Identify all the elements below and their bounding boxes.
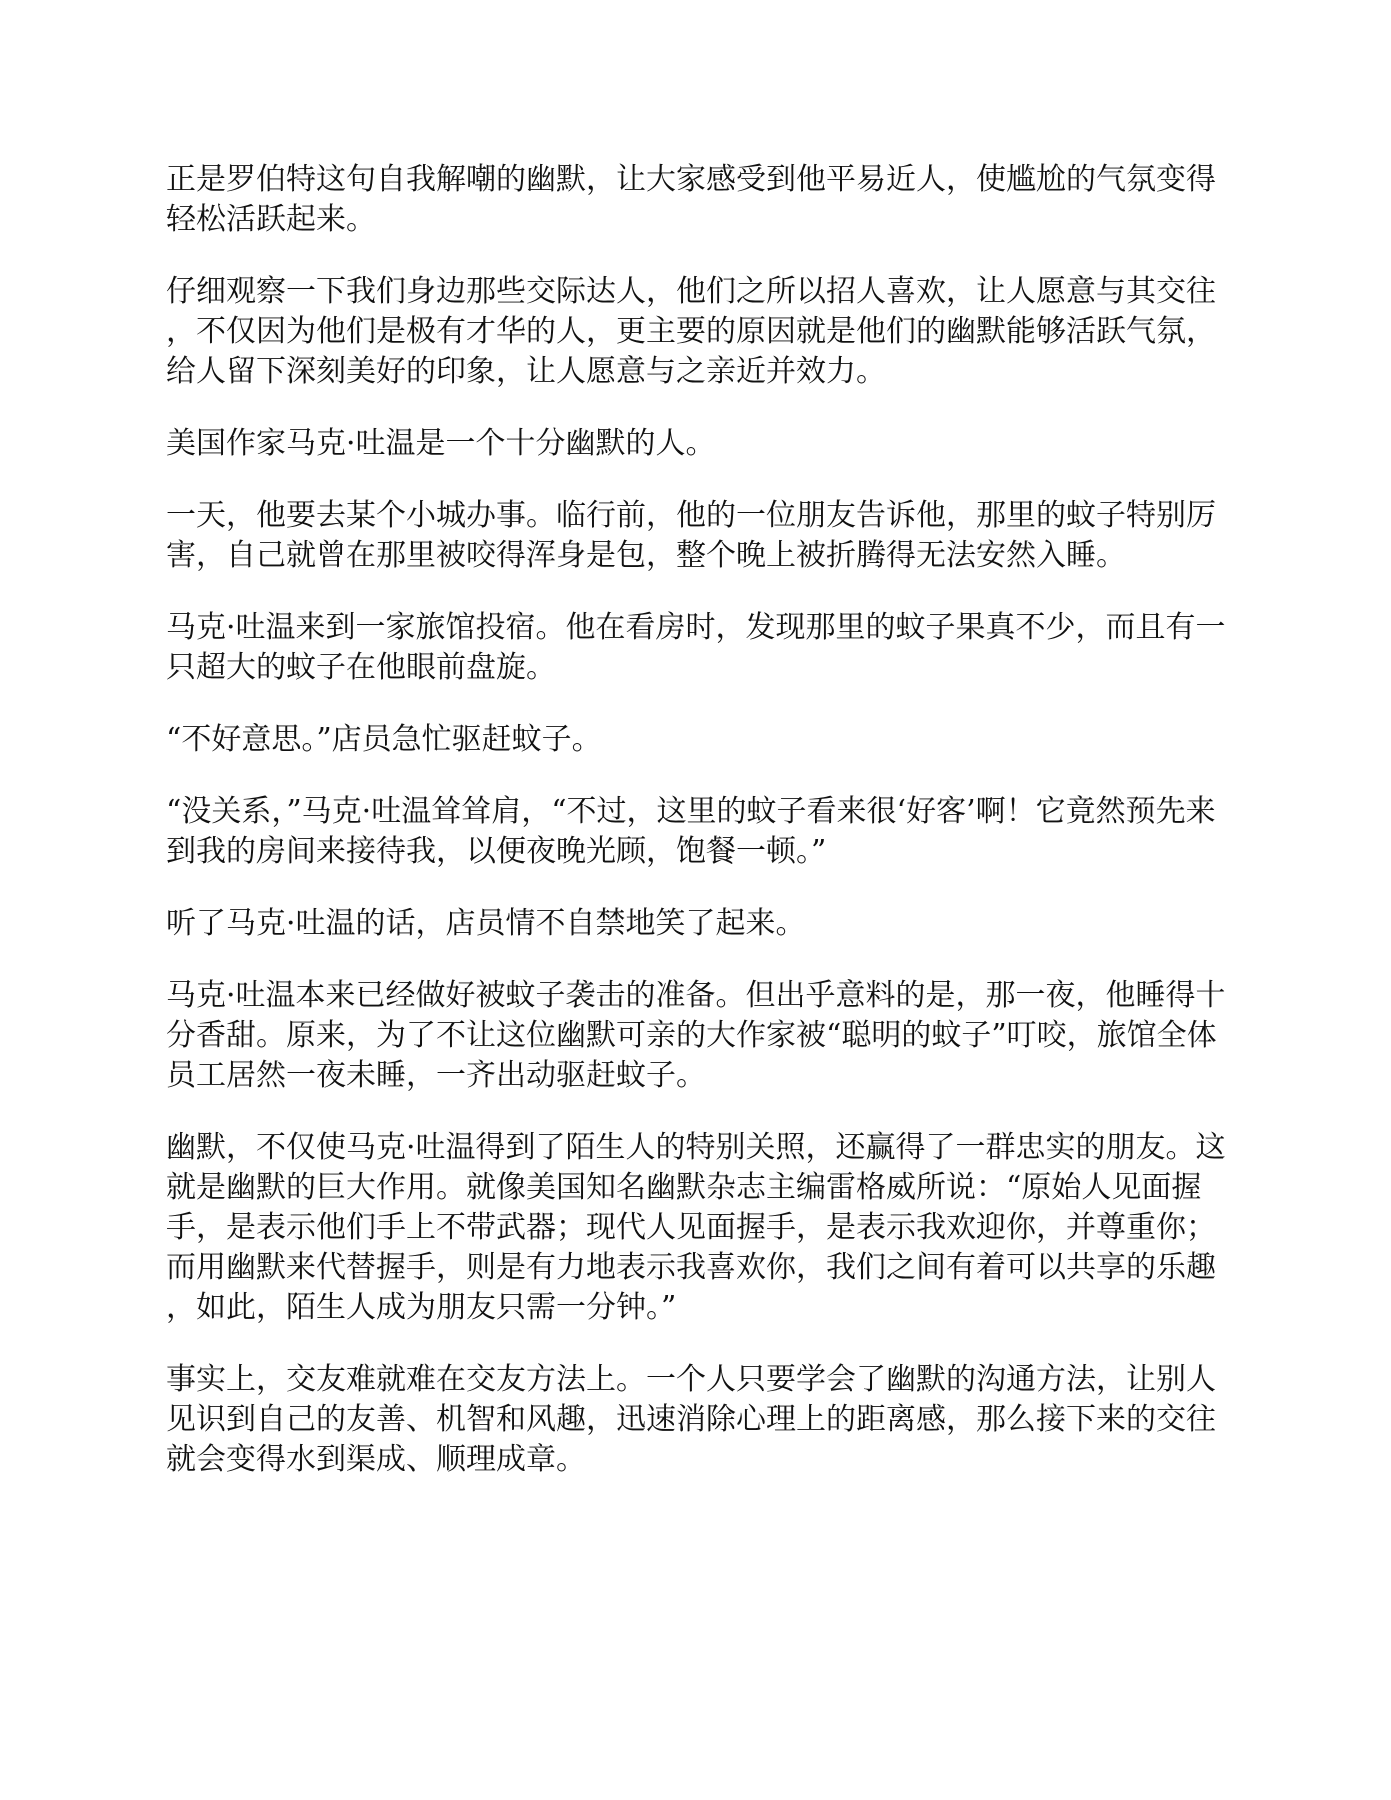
paragraph: “不好意思。”店员急忙驱赶蚊子。	[166, 722, 602, 757]
paragraph: 马克·吐温来到一家旅馆投宿。他在看房时，发现那里的蚊子果真不少，而且有一只超大的蚊子在他眼前盘旋。	[166, 610, 1226, 685]
paragraph: 正是罗伯特这句自我解嘲的幽默，让大家感受到他平易近人，使尴尬的气氛变得轻松活跃起来。	[166, 162, 1216, 237]
document-body	[166, 160, 1226, 1512]
paragraph: “没关系，”马克·吐温耸耸肩，“不过，这里的蚊子看来很‘好客’啊！它竟然预先来到我的房间来接待我，以便夜晚光顾，饱餐一顿。”	[166, 794, 1216, 869]
paragraph: 美国作家马克·吐温是一个十分幽默的人。	[166, 426, 716, 461]
paragraph: 仔细观察一下我们身边那些交际达人，他们之所以招人喜欢，让人愿意与其交往，不仅因为他们是极有才华的人，更主要的原因就是他们的幽默能够活跃气氛，给人留下深刻美好的印象，让人愿意与之亲近并效力。	[166, 274, 1216, 389]
paragraph: 事实上，交友难就难在交友方法上。一个人只要学会了幽默的沟通方法，让别人见识到自己的友善、机智和风趣，迅速消除心理上的距离感，那么接下来的交往就会变得水到渠成、顺理成章。	[166, 1362, 1216, 1477]
paragraph: 一天，他要去某个小城办事。临行前，他的一位朋友告诉他，那里的蚊子特别厉害，自己就曾在那里被咬得浑身是包，整个晚上被折腾得无法安然入睡。	[166, 498, 1216, 573]
paragraph: 幽默，不仅使马克·吐温得到了陌生人的特别关照，还赢得了一群忠实的朋友。这就是幽默的巨大作用。就像美国知名幽默杂志主编雷格威所说：“原始人见面握手，是表示他们手上不带武器；现代人见面握手，是表示我欢迎你，并尊重你；而用幽默来代替握手，则是有力地表示我喜欢你，我们之间有着可以共享的乐趣，如此，陌生人成为朋友只需一分钟。”	[166, 1130, 1226, 1325]
paragraph: 马克·吐温本来已经做好被蚊子袭击的准备。但出乎意料的是，那一夜，他睡得十分香甜。原来，为了不让这位幽默可亲的大作家被“聪明的蚊子”叮咬，旅馆全体员工居然一夜未睡，一齐出动驱赶蚊子。	[166, 978, 1226, 1093]
paragraph: 听了马克·吐温的话，店员情不自禁地笑了起来。	[166, 906, 806, 941]
